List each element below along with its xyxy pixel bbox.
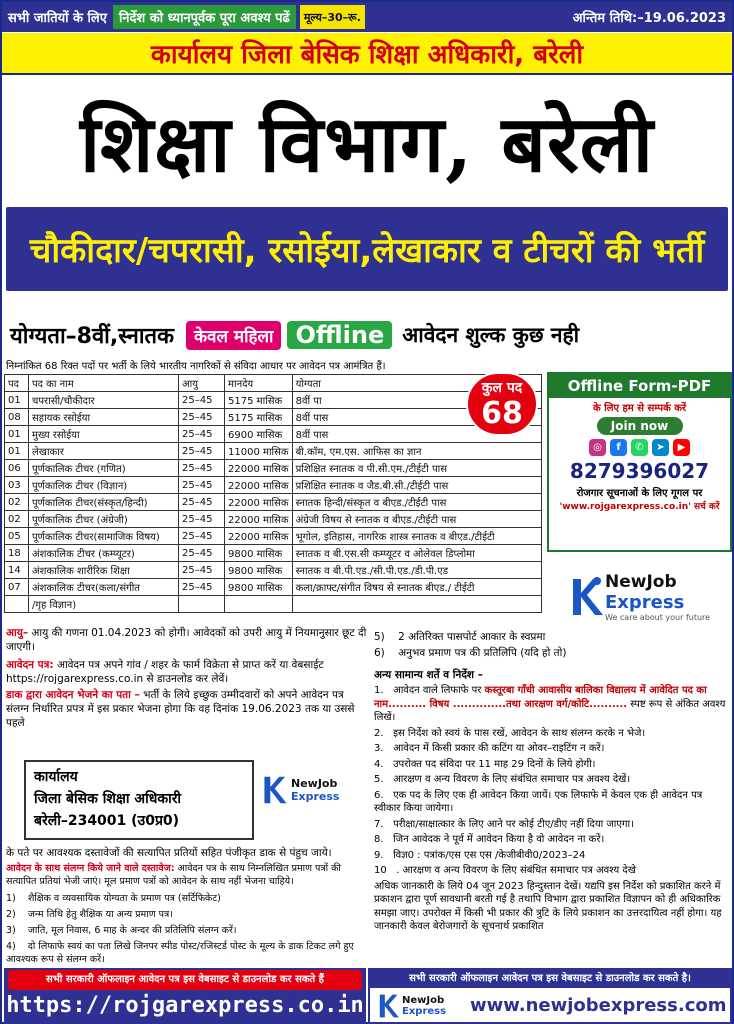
table-cell: 8वीं पा [292, 392, 541, 409]
list-item: 7. परीक्षा/साक्षात्कार के लिए आने पर कोई टीए/डीए नहीं दिया जाएगा। [374, 818, 634, 830]
table-cell: 25–45 [179, 426, 225, 443]
more-info-text: अधिक जानकारी के लिये 04 जून 2023 हिन्दुस्तान देखें। यद्यपि इस निर्देश को प्रकाशित करने में प्रकाशन द्वारा पूर्ण सावधानी बरती गई है तथापि विभाग द्वारा प्रकाशित विज्ञापन को ही अधिकारिक समझा जाए। उपरोक्त में किसी भी प्रकार की त्रुटि के लिये प्रकाशन का उत्तरदायित्व नहीं होगा। यह जानकारी केवल बेरोजगारों के सूचनार्थ प्रकाशित [374, 880, 722, 932]
table-cell: 25–45 [179, 528, 225, 545]
no-fee-text: आवेदन शुल्क कुछ नही [402, 323, 580, 347]
total-posts-label: कुल पद [481, 380, 523, 396]
header-age: आयु [179, 375, 225, 392]
qualification: योग्यता–8वीं,स्नातक [10, 324, 174, 349]
table-cell: स्नातक व बी.पी.एड./सी.पी.एड./डी.पी.एड [292, 562, 541, 579]
small-logo-line1: NewJob [291, 777, 338, 790]
table-cell: लेखाकार [29, 443, 179, 460]
documents-list [6, 892, 368, 966]
table-cell: 03 [5, 477, 29, 494]
footer-right-url[interactable]: www.newjobexpress.com [470, 995, 727, 1016]
list-item: 4. उपरोक्त पद संविदा पर 11 माह 29 दिनों के लिये होगी। [374, 758, 596, 770]
documents-label: आवेदन के साथ संलग्न किये जाने वाले दस्तावेज: [6, 863, 175, 874]
logo-line2: Express [605, 592, 685, 613]
header-post-name: पद का नाम [29, 375, 179, 392]
telegram-icon[interactable]: ➤ [652, 439, 669, 456]
footer-logo-line1: NewJob [402, 995, 445, 1006]
list-item: 6) अनुभव प्रमाण पत्र की प्रतिलिपि (यदि हो तो) [374, 647, 567, 659]
table-cell: 9800 मासिक [225, 545, 293, 562]
address-line2: जिला बेसिक शिक्षा अधिकारी [34, 791, 182, 807]
table-cell: 8वीं पास [292, 409, 541, 426]
table-cell: 6900 मासिक [225, 426, 293, 443]
table-cell: 08 [5, 409, 29, 426]
table-cell: 8वीं पास [292, 426, 541, 443]
posts-banner [6, 207, 728, 291]
form-note [6, 658, 368, 686]
table-row [5, 494, 542, 511]
table-cell: 5175 मासिक [225, 409, 293, 426]
form-label: आवेदन पत्र: [6, 659, 54, 671]
documents-text: आवेदन पत्र के साथ निम्नलिखित प्रमाण पत्रों की सत्यापित प्रतियां भेजी जाएं। मूल प्रमाण पत्रों को आवेदन के साथ नहीं भेजना चाहिये। [6, 863, 341, 887]
footer-right [368, 968, 732, 1024]
table-cell: पूर्णकालिक टीचर (अंग्रेजी) [29, 511, 179, 528]
table-cell: 01 [5, 392, 29, 409]
table-cell: 06 [5, 460, 29, 477]
table-cell: 25–45 [179, 409, 225, 426]
table-cell: 25–45 [179, 477, 225, 494]
extra-documents [374, 630, 730, 660]
after-address-text: के पते पर आवश्यक दस्तावेजों की सत्यापित प्रतियों सहित पंजीकृत डाक से पंहुच जाये। [6, 847, 332, 859]
table-cell: पूर्णकालिक टीचर(संस्कृत/हिन्दी) [29, 494, 179, 511]
table-row [5, 562, 542, 579]
age-note [6, 626, 368, 654]
list-item: 2. इस निर्देश को स्वयं के पास रखें, आवेदन के साथ संलग्न करके न भेजे। [374, 727, 646, 739]
table-cell: 02 [5, 511, 29, 528]
table-cell: 22000 मासिक [225, 511, 293, 528]
table-cell [5, 596, 29, 613]
table-cell: 01 [5, 443, 29, 460]
footer-left-note: सभी सरकारी ऑफलाइन आवेदन पत्र इस वेबसाइट से डाउनलोड कर सकते हैं [8, 970, 362, 990]
table-row [5, 545, 542, 562]
list-item: 3. आवेदन में किसी प्रकार की कटिंग या ओवर–राइटिंग न करें। [374, 743, 605, 754]
table-cell: 22000 मासिक [225, 528, 293, 545]
table-cell: कला/क्राफ्ट/संगीत विषय से स्नातक बीएड./ टीईटी [292, 579, 541, 596]
join-now-button[interactable]: Join now [597, 417, 683, 435]
facebook-icon[interactable]: f [610, 439, 627, 456]
table-cell: 25–45 [179, 392, 225, 409]
table-cell: चपरासी/चौकीदार [29, 392, 179, 409]
newjob-express-logo [567, 567, 717, 627]
table-cell: 14 [5, 562, 29, 579]
table-cell: 22000 मासिक [225, 494, 293, 511]
footer-logo-line2: Express [402, 1006, 447, 1017]
table-cell: 9800 मासिक [225, 562, 293, 579]
table-cell: सहायक रसोईया [29, 409, 179, 426]
contact-phone[interactable]: 8279396027 [569, 459, 710, 483]
table-cell: अंग्रेजी विषय से स्नातक व बीएड./टीईटी पास [292, 511, 541, 528]
instagram-icon[interactable]: ◎ [589, 439, 606, 456]
promo-url[interactable]: 'www.rojgarexpress.co.in' सर्च करें [559, 502, 720, 512]
table-cell: पूर्णकालिक टीचर (विज्ञान) [29, 477, 179, 494]
header-salary: मानदेय [225, 375, 293, 392]
table-cell [179, 596, 225, 613]
age-text: आयु की गणना 01.04.2023 को होगी। आवेदकों को उपरी आयु में नियमानुसार छूट दी जाएगी। [6, 627, 367, 653]
table-cell: 11000 मासिक [225, 443, 293, 460]
footer-left-url[interactable]: https://rojgarexpress.co.in [6, 993, 364, 1018]
table-cell: 25–45 [179, 562, 225, 579]
table-header-row [5, 375, 542, 392]
table-cell: 25–45 [179, 443, 225, 460]
offline-badge: Offline [287, 321, 392, 349]
header-qualification: योग्यता [292, 375, 541, 392]
table-cell: 9800 मासिक [225, 579, 293, 596]
table-cell: 07 [5, 579, 29, 596]
qualification-row [2, 316, 732, 354]
table-row [5, 579, 542, 596]
post-text: भर्ती के लिये इच्छुक उम्मीदवारों को अपने आवेदन पत्र संलग्न निर्धारित प्रपत्र में इस प्रकार भेजना होगा कि वह दिनांक 19.06.2023 तक या उससे पहले [6, 689, 355, 729]
table-cell: प्रशिक्षित स्नातक व जैड.बी.सी./टीईटी पास [292, 477, 541, 494]
table-cell: अंशकालिक शारीरिक शिक्षा [29, 562, 179, 579]
table-cell: स्नातक व बी.एस.सी कम्प्यूटर व ओलेवल डिप्लोमा [292, 545, 541, 562]
total-posts-badge [466, 372, 538, 436]
documents-note [6, 862, 368, 888]
logo-line1: NewJob [605, 572, 677, 592]
list-item: 5. आरक्षण व अन्य विवरण के लिए संबंधित समाचार पत्र अवश्य देखें। [374, 774, 631, 785]
logo-mark-icon [567, 575, 605, 619]
last-date: अन्तिम तिथि:–19.06.2023 [572, 11, 726, 26]
list-item: 4) दो लिफाफे स्वयं का पता लिखे जिनपर स्पीड पोस्ट/रजिस्टर्ड पोस्ट के मूल्य के डाक टिकट लगे हुए आवश्यक रूप से संलग्न करें। [6, 941, 354, 965]
list-item: 3) जाति, मूल निवास, 6 माह के अन्दर की प्रतिलिपि संलग्न करें। [6, 925, 237, 936]
list-item: 2) जन्म तिथि हेतु शैक्षिक या अन्य प्रमाण पत्र। [6, 909, 173, 920]
table-row [5, 460, 542, 477]
footer-logo-mark-icon [376, 991, 400, 1021]
table-cell: 5175 मासिक [225, 392, 293, 409]
price-badge: मूल्य–30–रू. [300, 5, 365, 29]
address-line1: कार्यालय [34, 769, 78, 785]
table-cell: स्नातक हिन्दी/संस्कृत व बीएड./टीईटी पास [292, 494, 541, 511]
table-cell: बी.कॉम, एम.एस. आफिस का ज्ञान [292, 443, 541, 460]
office-banner [2, 33, 732, 75]
table-cell: अंशकालिक टीचर(कला/संगीत [29, 579, 179, 596]
table-cell: 25–45 [179, 460, 225, 477]
small-logo-line2: Express [291, 790, 340, 803]
list-item: 1) शैक्षिक व व्यवसायिक योग्यता के प्रमाण पत्र (सर्टिफिकेट) [6, 893, 221, 904]
newjob-express-small-logo [260, 770, 370, 810]
post-address-note [6, 688, 368, 730]
header-count: पद [5, 375, 29, 392]
read-instructions: निर्देश को ध्यानपूर्वक पूरा अवश्य पढें [113, 5, 296, 29]
vacancy-table [4, 374, 542, 613]
google-search-hint: रोजगार सूचनाओं के लिए गूगल पर [576, 488, 703, 499]
table-cell [225, 596, 293, 613]
table-cell: पूर्णकालिक टीचर (गणित) [29, 460, 179, 477]
logo-tagline: We care about your future [605, 613, 711, 622]
women-only-badge: केवल महिला [186, 321, 281, 350]
for-all-castes: सभी जातियों के लिए [8, 11, 107, 26]
age-label: आयु– [6, 627, 29, 639]
post-label: डाक द्वारा आवेदन भेजने का पता – [6, 689, 140, 701]
list-item: 5) 2 अतिरिक्त पासपोर्ट आकार के स्वप्रमा [374, 631, 546, 643]
table-cell: भूगोल, इतिहास, नागरिक शास्त्र स्नातक व बीएड./टीईटी [292, 528, 541, 545]
table-cell: प्रशिक्षित स्नातक व पी.सी.एम./टीईटी पास [292, 460, 541, 477]
table-row [5, 392, 542, 409]
table-row [5, 443, 542, 460]
table-cell: पूर्णकालिक टीचर(सामाजिक विषय) [29, 528, 179, 545]
table-cell: 22000 मासिक [225, 460, 293, 477]
list-item: 6. एक पद के लिए एक ही आवेदन किया जायें। एक लिफाफे में केवल एक ही आवेदन पत्र स्वीकार किया जायेगा। [374, 789, 703, 814]
table-cell: 05 [5, 528, 29, 545]
footer-left [4, 968, 366, 1024]
table-row [5, 596, 542, 613]
table-cell: 18 [5, 545, 29, 562]
intro-text: निम्नांकित 68 रिक्त पदों पर भर्ती के लिये भारतीय नागरिकों से संविदा आधार पर आवेदन पत्र आमंत्रित हैं। [6, 361, 386, 372]
top-strip [2, 2, 732, 32]
list-item: 1. आवेदन वाले लिफाफे पर कस्तूरबा गाँधी आवासीय बालिका विद्यालय में आवेदित पद का नाम.......... विषय ..............तथा आरक्षण वर्ग/कोटि.......... स्पष्ट रूप से अंकित अवश्य लिखें। [374, 685, 726, 723]
form-text: आवेदन पत्र अपने गांव / शहर के फार्म विक्रेता से प्राप्त करें या वेबसाईट [56, 659, 324, 671]
main-title: शिक्षा विभाग, बरेली [80, 99, 654, 190]
table-row [5, 409, 542, 426]
table-cell: मुख्य रसोईया [29, 426, 179, 443]
offline-form-promo [547, 372, 732, 552]
promo-subtitle: के लिए हम से सम्पर्क करें [592, 403, 687, 414]
posts-title: चौकीदार/चपरासी, रसोईया,लेखाकार व टीचरों की भर्ती [29, 231, 705, 271]
promo-title: Offline Form-PDF [549, 374, 730, 398]
table-cell: 25–45 [179, 511, 225, 528]
list-item: 8. जिन आवेदक ने पूर्व में आवेदन किया है वो आवेदन ना करें। [374, 834, 605, 845]
table-cell: 25–45 [179, 545, 225, 562]
footer-logo [376, 990, 466, 1022]
whatsapp-icon[interactable]: ✆ [631, 439, 648, 456]
table-cell: 25–45 [179, 579, 225, 596]
table-cell: /गृह विज्ञान) [29, 596, 179, 613]
table-cell: 01 [5, 426, 29, 443]
table-cell: 25–45 [179, 494, 225, 511]
youtube-icon[interactable]: ▶ [673, 439, 690, 456]
address-box [24, 760, 254, 840]
list-item: 10 . आरक्षण व अन्य विवरण के लिए संबंधित समाचार पत्र अवश्य देखे [374, 865, 636, 876]
table-row [5, 426, 542, 443]
social-icons [549, 439, 730, 456]
conditions-list [374, 684, 730, 934]
table-cell: 22000 मासिक [225, 477, 293, 494]
small-logo-mark-icon [260, 773, 288, 807]
total-posts-value: 68 [481, 396, 523, 431]
table-cell [292, 596, 541, 613]
address-line3: बरेली–234001 (उ0प्र0) [34, 813, 180, 829]
conditions-heading: अन्य सामान्य शर्ते व निर्देश – [374, 669, 483, 681]
table-row [5, 528, 542, 545]
list-item: 9. विज्ञ0 : पत्रांक/एस एस एस /केजीबीवी0/2023–24 [374, 849, 586, 861]
main-heading [2, 78, 732, 204]
table-row [5, 477, 542, 494]
table-cell: 02 [5, 494, 29, 511]
form-download-text: https://rojgarexpress.co.in से डाउनलोड कर लेवें। [6, 673, 229, 685]
office-title: कार्यालय जिला बेसिक शिक्षा अधिकारी, बरेली [150, 40, 584, 70]
table-row [5, 511, 542, 528]
footer-right-note: सभी सरकारी ऑफलाइन आवेदन पत्र इस वेबसाइट से डाउनलोड कर सकते है। [370, 970, 730, 988]
table-cell: अंशकालिक टीचर (कम्प्यूटर) [29, 545, 179, 562]
